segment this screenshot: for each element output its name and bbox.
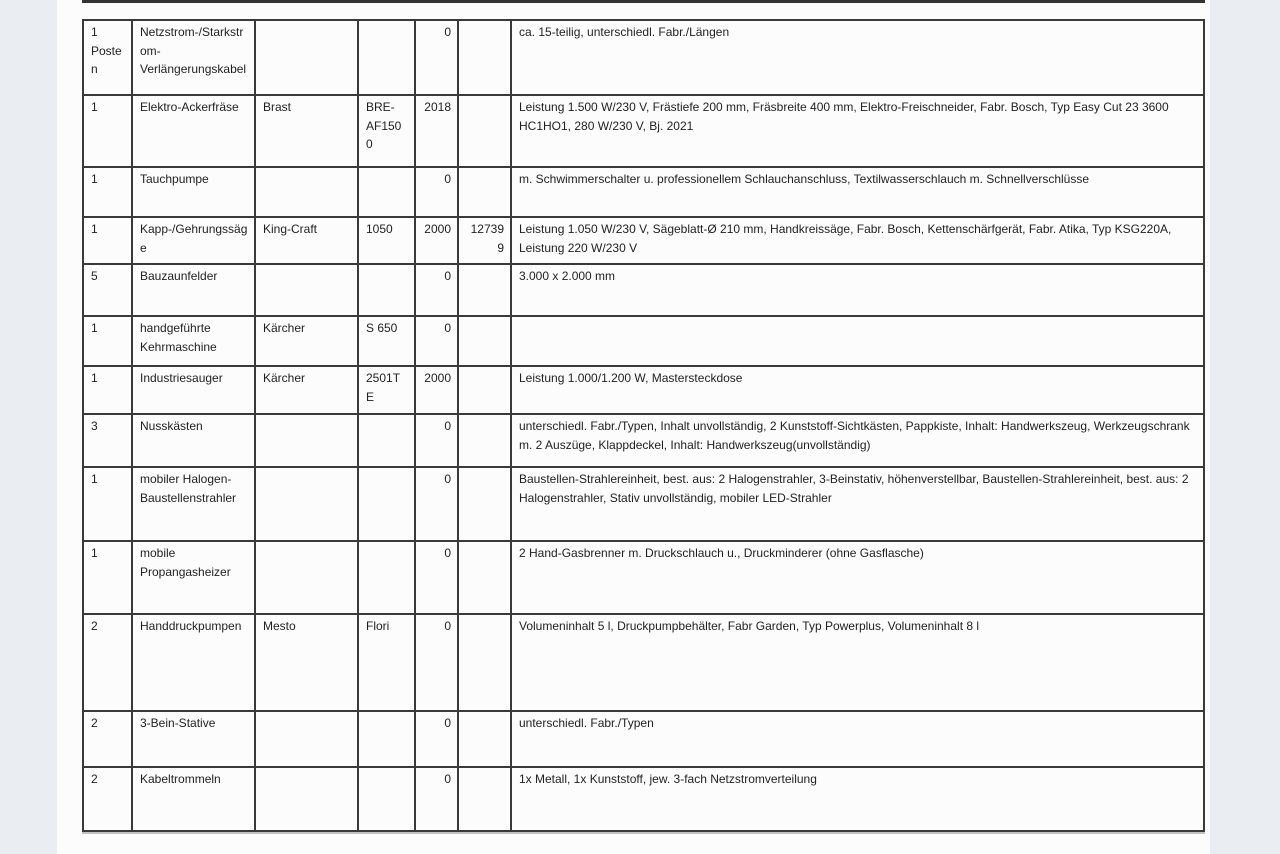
inventory-table — [82, 19, 1205, 832]
cell-description: Leistung 1.050 W/230 V, Sägeblatt-Ø 210 mm, Handkreissäge, Fabr. Bosch, Kettenschärfgerät, Fabr. Atika, Typ KSG220A, Leistung 220 W/230 V — [511, 217, 1204, 264]
cell-item: Handdruckpumpen — [132, 614, 255, 711]
table-row — [83, 414, 1204, 467]
cell-year: 0 — [415, 711, 458, 767]
document-page — [57, 0, 1210, 854]
cell-model: 2501TE — [358, 366, 415, 414]
cell-model — [358, 167, 415, 217]
cell-number — [458, 264, 511, 316]
cell-year: 0 — [415, 264, 458, 316]
table-row — [83, 316, 1204, 366]
cell-year: 0 — [415, 20, 458, 95]
cell-qty: 2 — [83, 711, 132, 767]
cell-model: S 650 — [358, 316, 415, 366]
cell-manufacturer — [255, 541, 358, 614]
cell-model — [358, 711, 415, 767]
cell-description: m. Schwimmerschalter u. professionellem Schlauchanschluss, Textilwasserschlauch m. Schnellverschlüsse — [511, 167, 1204, 217]
cell-item: Elektro-Ackerfräse — [132, 95, 255, 167]
cell-year: 0 — [415, 316, 458, 366]
cell-year: 0 — [415, 541, 458, 614]
table-row — [83, 614, 1204, 711]
cell-description: 1x Metall, 1x Kunststoff, jew. 3-fach Netzstromverteilung — [511, 767, 1204, 831]
cell-manufacturer: King-Craft — [255, 217, 358, 264]
cell-year: 0 — [415, 614, 458, 711]
cell-model — [358, 541, 415, 614]
cell-qty: 1 — [83, 316, 132, 366]
cell-model — [358, 767, 415, 831]
cell-item: 3-Bein-Stative — [132, 711, 255, 767]
cell-number — [458, 167, 511, 217]
cell-description: Baustellen-Strahlereinheit, best. aus: 2 Halogenstrahler, 3-Beinstativ, höhenverstellbar, Baustellen-Strahlereinheit, best. aus: 2 Halogenstrahler, Stativ unvollständig, mobiler LED-Strahler — [511, 467, 1204, 541]
cell-number — [458, 711, 511, 767]
cell-model: BRE-AF1500 — [358, 95, 415, 167]
cell-number — [458, 467, 511, 541]
cell-number — [458, 414, 511, 467]
cell-manufacturer — [255, 467, 358, 541]
cell-number: 127399 — [458, 217, 511, 264]
cell-number — [458, 20, 511, 95]
cell-manufacturer: Kärcher — [255, 366, 358, 414]
cell-qty: 1 — [83, 95, 132, 167]
cell-qty: 2 — [83, 767, 132, 831]
table-row — [83, 767, 1204, 831]
cell-qty: 1 — [83, 467, 132, 541]
cell-model: 1050 — [358, 217, 415, 264]
table-row — [83, 366, 1204, 414]
cell-item: Bauzaunfelder — [132, 264, 255, 316]
cell-qty: 1 — [83, 366, 132, 414]
cell-item: Kapp-/Gehrungssäge — [132, 217, 255, 264]
cell-item: Nusskästen — [132, 414, 255, 467]
cell-qty: 1 Posten — [83, 20, 132, 95]
cell-description: Leistung 1.500 W/230 V, Frästiefe 200 mm, Fräsbreite 400 mm, Elektro-Freischneider, Fabr. Bosch, Typ Easy Cut 23 3600 HC1HO1, 280 W/230 V, Bj. 2021 — [511, 95, 1204, 167]
cell-manufacturer: Mesto — [255, 614, 358, 711]
cell-item: mobiler Halogen-Baustellenstrahler — [132, 467, 255, 541]
inventory-table-body — [83, 20, 1204, 831]
cell-number — [458, 767, 511, 831]
cell-year: 0 — [415, 467, 458, 541]
cell-number — [458, 541, 511, 614]
cell-manufacturer: Brast — [255, 95, 358, 167]
cell-number — [458, 366, 511, 414]
cell-manufacturer: Kärcher — [255, 316, 358, 366]
cell-item: Kabeltrommeln — [132, 767, 255, 831]
cell-manufacturer — [255, 167, 358, 217]
table-row — [83, 467, 1204, 541]
cell-year: 0 — [415, 167, 458, 217]
cell-description: Leistung 1.000/1.200 W, Mastersteckdose — [511, 366, 1204, 414]
cell-year: 2000 — [415, 366, 458, 414]
cell-description: Volumeninhalt 5 l, Druckpumpbehälter, Fabr Garden, Typ Powerplus, Volumeninhalt 8 l — [511, 614, 1204, 711]
cell-qty: 1 — [83, 541, 132, 614]
cell-qty: 3 — [83, 414, 132, 467]
table-row — [83, 541, 1204, 614]
cell-year: 0 — [415, 767, 458, 831]
cell-description: 2 Hand-Gasbrenner m. Druckschlauch u., Druckminderer (ohne Gasflasche) — [511, 541, 1204, 614]
cell-year: 0 — [415, 414, 458, 467]
table-row — [83, 167, 1204, 217]
cell-number — [458, 614, 511, 711]
cell-item: mobile Propangasheizer — [132, 541, 255, 614]
cell-qty: 1 — [83, 167, 132, 217]
cell-model — [358, 20, 415, 95]
cell-year: 2018 — [415, 95, 458, 167]
cell-qty: 1 — [83, 217, 132, 264]
cell-model — [358, 414, 415, 467]
table-row — [83, 264, 1204, 316]
cell-manufacturer — [255, 711, 358, 767]
cell-item: Tauchpumpe — [132, 167, 255, 217]
cell-item: Netzstrom-/Starkstrom-Verlängerungskabel — [132, 20, 255, 95]
cell-item: Industriesauger — [132, 366, 255, 414]
cell-description: ca. 15-teilig, unterschiedl. Fabr./Längen — [511, 20, 1204, 95]
cell-qty: 5 — [83, 264, 132, 316]
cell-manufacturer — [255, 767, 358, 831]
cell-year: 2000 — [415, 217, 458, 264]
cell-item: handgeführte Kehrmaschine — [132, 316, 255, 366]
table-row — [83, 95, 1204, 167]
table-row — [83, 711, 1204, 767]
cell-description: unterschiedl. Fabr./Typen — [511, 711, 1204, 767]
cell-description: unterschiedl. Fabr./Typen, Inhalt unvollständig, 2 Kunststoff-Sichtkästen, Pappkiste, Inhalt: Handwerkszeug, Werkzeugschrank m. 2 Auszüge, Klappdeckel, Inhalt: Handwerkszeug(unvollständig) — [511, 414, 1204, 467]
cell-manufacturer — [255, 20, 358, 95]
cutoff-row-border — [82, 0, 1205, 3]
table-row — [83, 217, 1204, 264]
cell-model — [358, 264, 415, 316]
cell-manufacturer — [255, 264, 358, 316]
cell-description: 3.000 x 2.000 mm — [511, 264, 1204, 316]
cell-number — [458, 316, 511, 366]
cell-qty: 2 — [83, 614, 132, 711]
cell-model: Flori — [358, 614, 415, 711]
table-row — [83, 20, 1204, 95]
cell-model — [358, 467, 415, 541]
cell-manufacturer — [255, 414, 358, 467]
cell-description — [511, 316, 1204, 366]
cell-number — [458, 95, 511, 167]
